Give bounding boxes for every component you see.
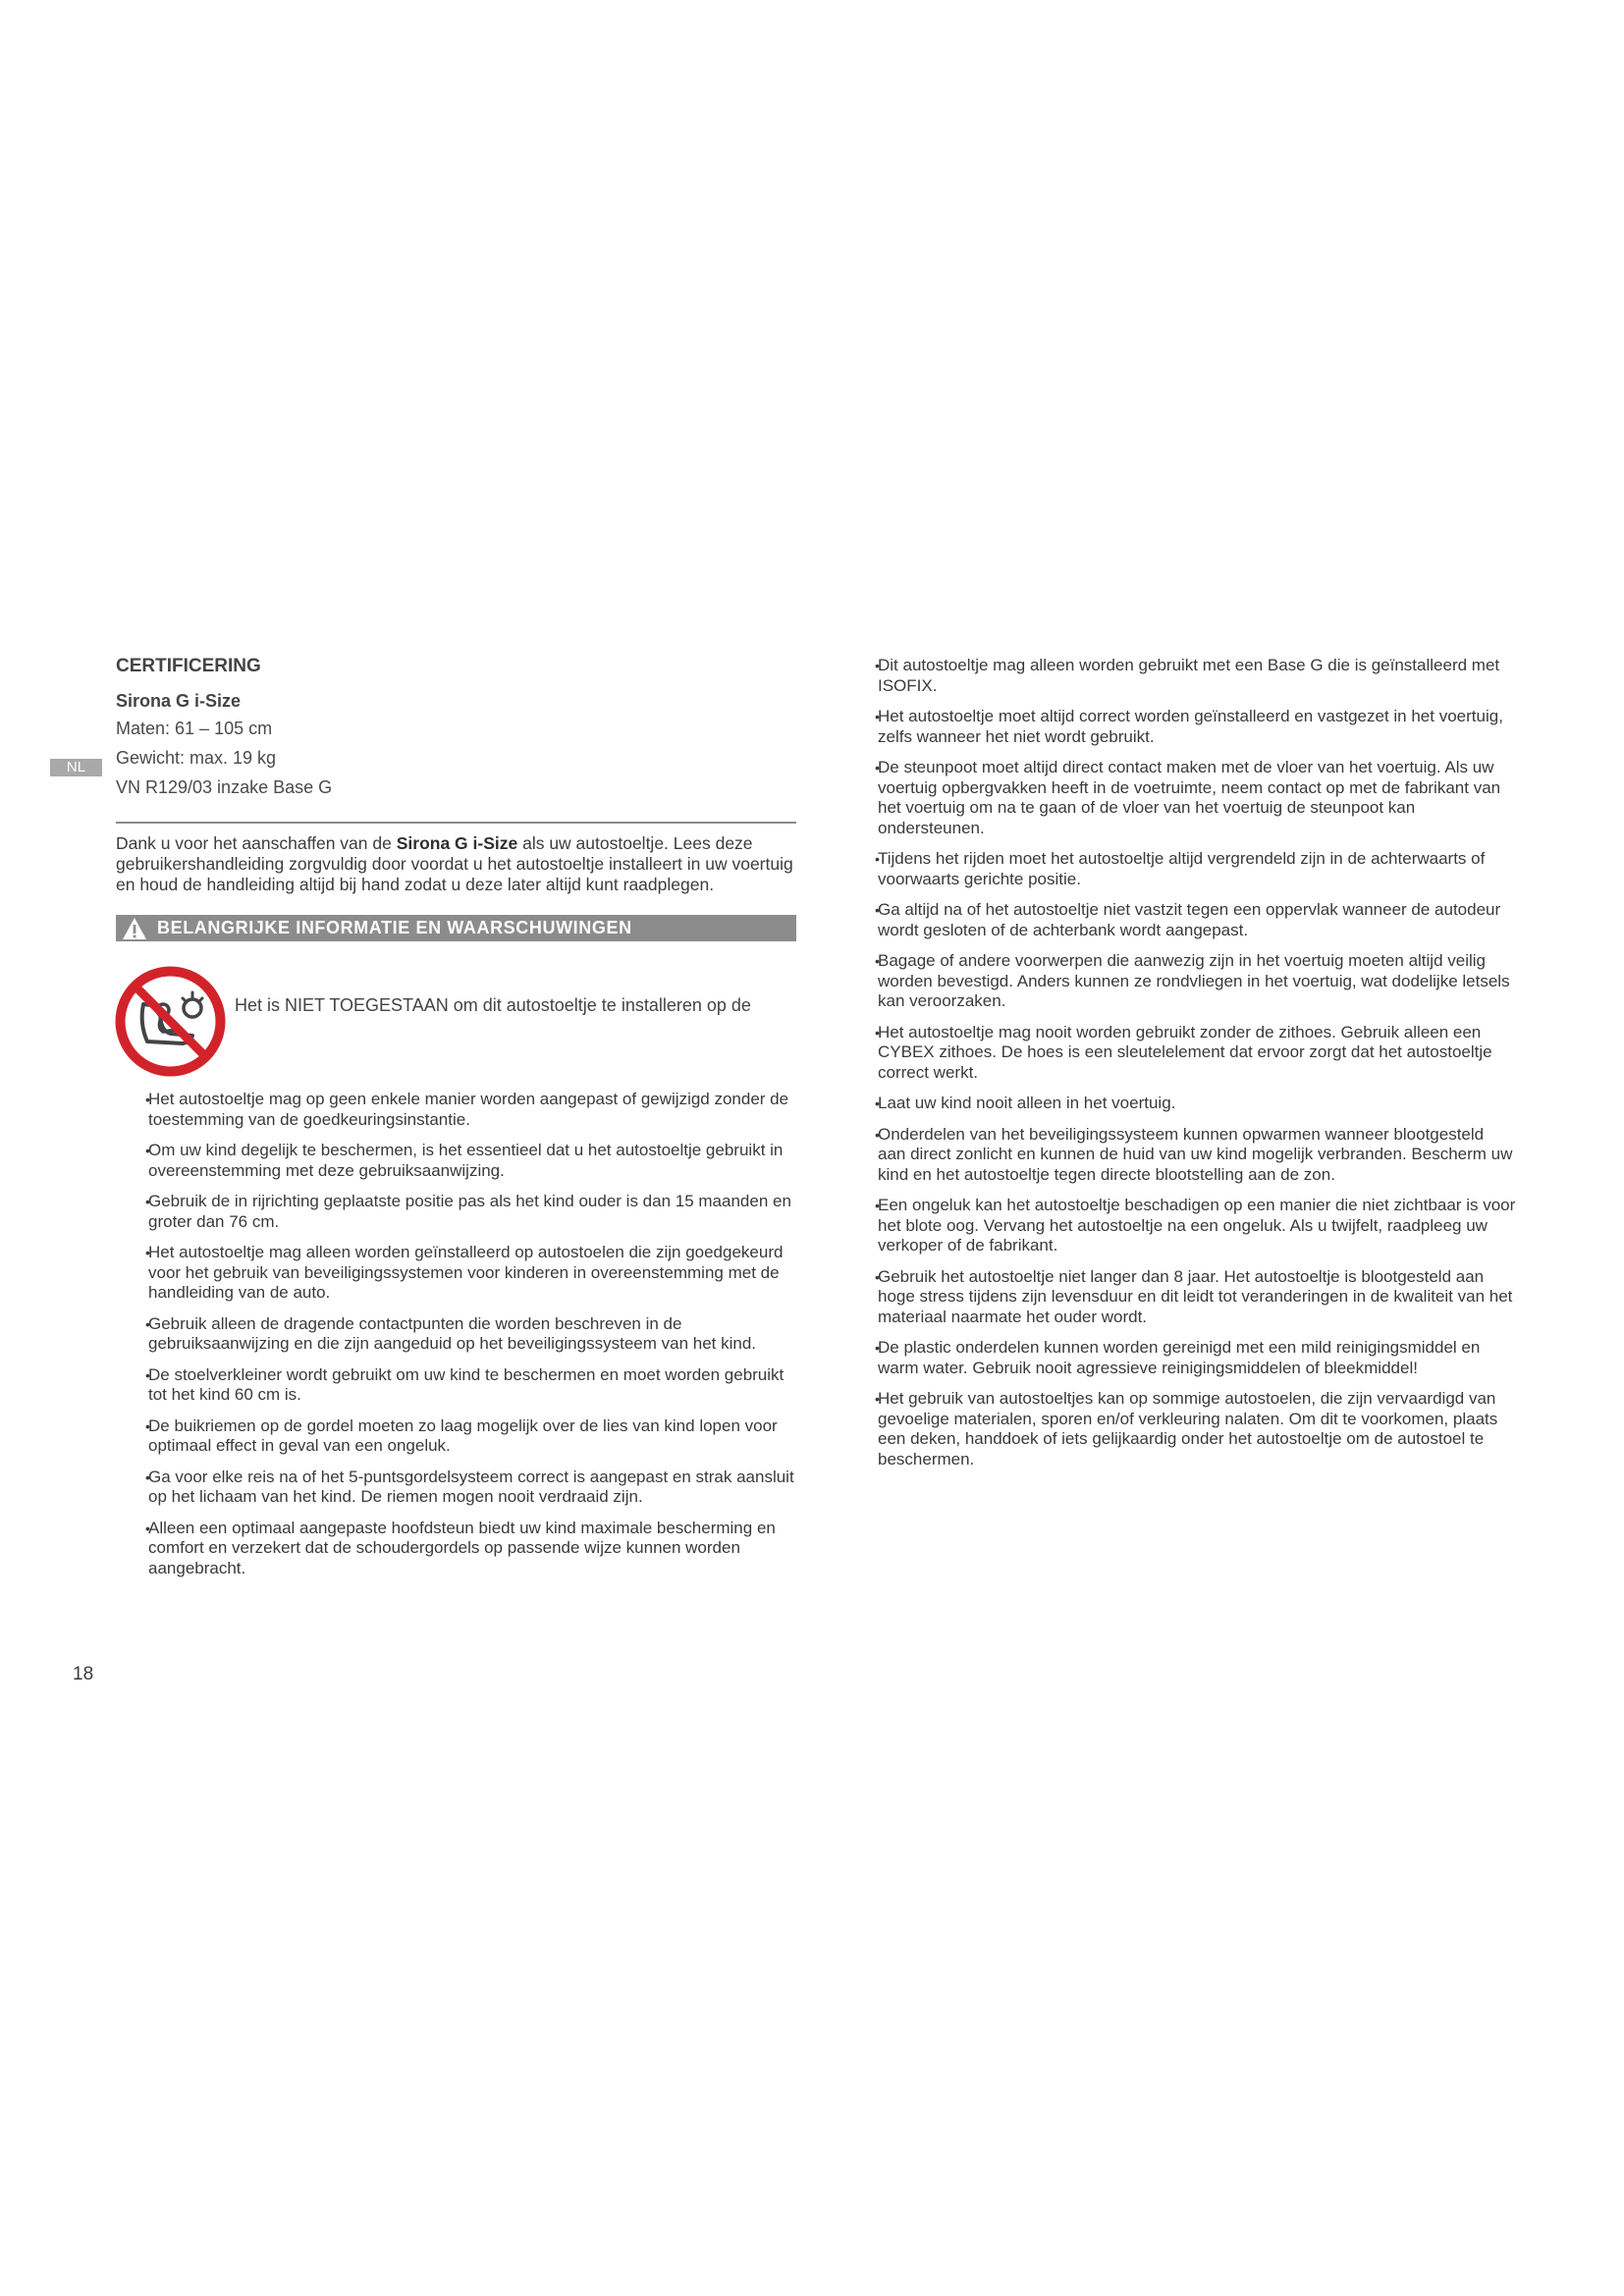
list-item: • De steunpoot moet altijd direct contact maken met de vloer van het voertuig. Als uw voertuig opbergvakken heeft in de voetruimte, neem contact op met de fabrikant van het voertuig om na te gaan of de vloer van het voertuig de steunpoot kan ondersteunen. — [872, 758, 1516, 838]
list-item: • Laat uw kind nooit alleen in het voertuig. — [872, 1094, 1516, 1114]
left-column — [116, 656, 796, 1589]
list-item: • Gebruik alleen de dragende contactpunten die worden beschreven in de gebruiksaanwijzing en die zijn aangeduid op het beveiligingssysteem van het kind. — [116, 1314, 796, 1355]
intro-post: als uw autostoeltje. Lees deze gebruikershandleiding zorgvuldig door voordat u het autostoeltje installeert in uw voertuig en houd de handleiding altijd bij hand zodat u deze later altijd kunt raadplegen. — [116, 833, 793, 894]
list-item: • Het autostoeltje mag alleen worden geïnstalleerd op autostoelen die zijn goedgekeurd voor het gebruik van beveiligingssystemen voor kinderen in overeenstemming met de handleiding van de auto. — [116, 1243, 796, 1304]
left-warning-list — [116, 1090, 796, 1578]
list-item: • Gebruik het autostoeltje niet langer dan 8 jaar. Het autostoeltje is blootgesteld aan hoge stress tijdens zijn levensduur en dit leidt tot veranderingen in de kwaliteit van het materiaal naarmate het ouder wordt. — [872, 1267, 1516, 1328]
list-item: • Een ongeluk kan het autostoeltje beschadigen op een manier die niet zichtbaar is voor het blote oog. Vervang het autostoeltje na een ongeluk. Als u twijfelt, raadpleeg uw verkoper of de fabrikant. — [872, 1196, 1516, 1256]
list-item: • Tijdens het rijden moet het autostoeltje altijd vergrendeld zijn in de achterwaarts of voorwaarts gerichte positie. — [872, 849, 1516, 889]
sizes-line: Maten: 61 – 105 cm — [116, 719, 273, 738]
list-item: • De stoelverkleiner wordt gebruikt om uw kind te beschermen en moet worden gebruikt tot het kind 60 cm is. — [116, 1365, 796, 1406]
intro-pre: Dank u voor het aanschaffen van de — [116, 833, 397, 853]
list-item: • De plastic onderdelen kunnen worden gereinigd met een mild reinigingsmiddel en warm water. Gebruik nooit agressieve reinigingsmiddelen of bleekmiddel! — [872, 1338, 1516, 1378]
prohibition-text: Het is NIET TOEGESTAAN om dit autostoeltje te installeren op de — [235, 995, 751, 1015]
prohibition-notice — [116, 965, 796, 1078]
warning-banner — [116, 915, 796, 941]
model-name: Sirona G i-Size — [116, 691, 242, 711]
list-item: • Alleen een optimaal aangepaste hoofdsteun biedt uw kind maximale bescherming en comfort en verzekert dat de schoudergordels op passende wijze kunnen worden aangebracht. — [116, 1519, 796, 1579]
list-item: • Het autostoeltje moet altijd correct worden geïnstalleerd en vastgezet in het voertuig, zelfs wanneer het niet wordt gebruikt. — [872, 707, 1516, 747]
no-airbag-seat-icon — [114, 965, 227, 1078]
right-warning-list — [872, 656, 1516, 1469]
warning-triangle-icon — [122, 917, 147, 940]
list-item: • Het gebruik van autostoeltjes kan op sommige autostoelen, die zijn vervaardigd van gevoelige materialen, sporen en/of verkleuring nalaten. Om dit te voorkomen, plaats een deken, handdoek of iets gelijkaardig onder het autostoeltje om de autostoel te beschermen. — [872, 1389, 1516, 1469]
page-number: 18 — [73, 1664, 94, 1684]
language-tab: NL — [50, 759, 102, 776]
right-column — [872, 656, 1516, 1480]
certification-heading: CERTIFICERING — [116, 656, 261, 676]
section-divider — [116, 822, 796, 824]
list-item: • Bagage of andere voorwerpen die aanwezig zijn in het voertuig moeten altijd veilig worden bevestigd. Anders kunnen ze rondvliegen in het voertuig, wat dodelijke letsels kan veroorzaken. — [872, 951, 1516, 1012]
warning-banner-text: BELANGRIJKE INFORMATIE EN WAARSCHUWINGEN — [157, 918, 632, 937]
list-item: • Het autostoeltje mag op geen enkele manier worden aangepast of gewijzigd zonder de toestemming van de goedkeuringsinstantie. — [116, 1090, 796, 1130]
list-item: • Onderdelen van het beveiligingssysteem kunnen opwarmen wanneer blootgesteld aan direct zonlicht en kunnen de huid van uw kind mogelijk verbranden. Bescherm uw kind en het autostoeltje tegen directe blootstelling aan de zon. — [872, 1125, 1516, 1186]
list-item: • Gebruik de in rijrichting geplaatste positie pas als het kind ouder is dan 15 maanden en groter dan 76 cm. — [116, 1192, 796, 1232]
intro-paragraph — [116, 833, 796, 895]
list-item: • Dit autostoeltje mag alleen worden gebruikt met een Base G die is geïnstalleerd met ISOFIX. — [872, 656, 1516, 696]
list-item: • De buikriemen op de gordel moeten zo laag mogelijk over de lies van kind lopen voor optimaal effect in geval van een ongeluk. — [116, 1416, 796, 1457]
list-item: • Ga altijd na of het autostoeltje niet vastzit tegen een oppervlak wanneer de autodeur wordt gesloten of de achterbank wordt aangepast. — [872, 900, 1516, 940]
regulation-line: VN R129/03 inzake Base G — [116, 777, 333, 797]
list-item: • Het autostoeltje mag nooit worden gebruikt zonder de zithoes. Gebruik alleen een CYBEX zithoes. De hoes is een sleutelelement dat ervoor zorgt dat het autostoeltje correct werkt. — [872, 1023, 1516, 1084]
list-item: • Ga voor elke reis na of het 5-puntsgordelsysteem correct is aangepast en strak aansluit op het lichaam van het kind. De riemen mogen nooit verdraaid zijn. — [116, 1468, 796, 1508]
list-item: • Om uw kind degelijk te beschermen, is het essentieel dat u het autostoeltje gebruikt in overeenstemming met deze gebruiksaanwijzing. — [116, 1141, 796, 1181]
weight-line: Gewicht: max. 19 kg — [116, 748, 277, 768]
intro-product-name: Sirona G i-Size — [396, 833, 518, 853]
